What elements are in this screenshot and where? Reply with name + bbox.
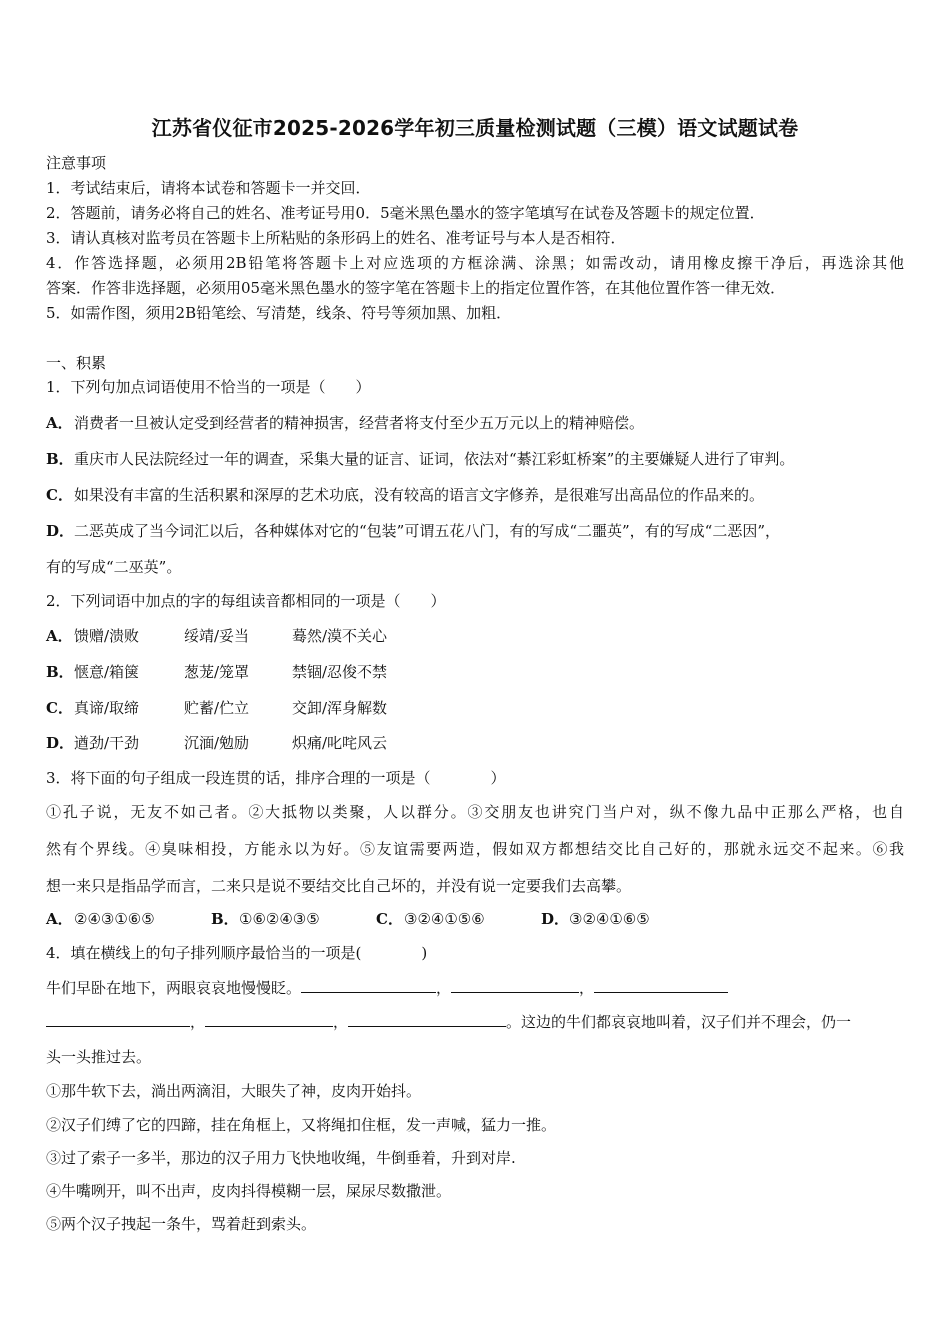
q3-option-b — [211, 908, 376, 929]
option-label: A． — [46, 910, 73, 928]
q4-item-1: ①那牛软下去，淌出两滴泪，大眼失了神，皮肉开始抖。 — [46, 1082, 422, 1100]
q3-option-a — [46, 908, 211, 929]
q4-line-3: 头一头推过去。 — [46, 1048, 152, 1066]
word-group: 贮蓄/伫立 — [184, 699, 250, 717]
word-group: 遒劲/干劲 — [74, 734, 140, 752]
q4-item-2: ②汉子们缚了它的四蹄，挂在角框上，又将绳扣住框，发一声喊，猛力一推。 — [46, 1116, 557, 1134]
option-label: C． — [46, 699, 73, 717]
word-group: 炽痛/叱咤风云 — [292, 734, 388, 752]
notice-item-3: 3．请认真核对监考员在答题卡上所粘贴的条形码上的姓名、准考证号与本人是否相符． — [46, 229, 626, 247]
word-group: 交卸/浑身解数 — [292, 699, 388, 717]
word-group: 禁锢/忍俊不禁 — [292, 663, 388, 681]
option-label: A． — [46, 627, 73, 645]
q1-option-a — [46, 412, 644, 433]
option-text: ③②④①⑥⑤ — [569, 910, 650, 928]
q1-option-c — [46, 484, 764, 505]
option-text: 如果没有丰富的生活积累和深厚的艺术功底，没有较高的语言文字修养，是很难写出高品位的作品来的。 — [74, 486, 765, 504]
option-label: A． — [46, 414, 73, 432]
q2-option-d — [46, 732, 387, 753]
answer-blank-3[interactable] — [594, 978, 728, 993]
q4-lead-text: 牛们早卧在地下，两眼哀哀地慢慢眨。 — [46, 979, 302, 997]
q3-passage-line-3: 想一来只是指品学而言，二来只是说不要结交比自己坏的，并没有说一定要我们去高攀。 — [46, 877, 632, 895]
notice-heading: 注意事项 — [46, 154, 107, 172]
comma: ， — [436, 979, 452, 997]
option-label: B． — [46, 450, 74, 468]
q4-line-2-tail: 。这边的牛们都哀哀地叫着，汉子们并不理会，仍一 — [506, 1013, 852, 1031]
q3-passage-line-2: 然有个界线。④臭味相投，方能永以为好。⑤友谊需要两造，假如双方都想结交比自己好的，那就永远交不起来。⑥我 — [46, 840, 904, 858]
notice-item-1: 1．考试结束后，请将本试卷和答题卡一并交回． — [46, 179, 371, 197]
q4-item-4: ④牛嘴咧开，叫不出声，皮肉抖得模糊一层，屎尿尽数撒泄。 — [46, 1182, 452, 1200]
option-label: B． — [211, 910, 239, 928]
section-heading: 一、积累 — [46, 354, 107, 372]
q2-option-c — [46, 697, 387, 718]
q4-stem: 4．填在横线上的句子排列顺序最恰当的一项是( ) — [46, 944, 428, 962]
option-text: 二恶英成了当今词汇以后，各种媒体对它的“包装”可谓五花八门，有的写成“二噩英”，有的写成“二恶因”， — [74, 522, 781, 540]
option-text: 消费者一旦被认定受到经营者的精神损害，经营者将支付至少五万元以上的精神赔偿。 — [74, 414, 645, 432]
option-text: ①⑥②④③⑤ — [239, 910, 320, 928]
word-group: 葱茏/笼罩 — [184, 663, 250, 681]
notice-item-2: 2．答题前，请务必将自己的姓名、准考证号用0．5毫米黑色墨水的签字笔填写在试卷及答题卡的规定位置． — [46, 204, 765, 222]
answer-blank-5[interactable] — [205, 1012, 333, 1027]
page-title: 江苏省仪征市2025-2026学年初三质量检测试题（三模）语文试题试卷 — [151, 116, 799, 140]
q1-stem: 1．下列句加点词语使用不恰当的一项是（ ） — [46, 378, 371, 396]
comma: ， — [579, 979, 595, 997]
option-label: C． — [376, 910, 403, 928]
q2-option-b — [46, 661, 387, 682]
q3-options — [46, 908, 650, 929]
notice-item-5: 5．如需作图，须用2B铅笔绘、写清楚，线条、符号等须加黑、加粗． — [46, 304, 512, 322]
comma: ， — [333, 1013, 349, 1031]
answer-blank-4[interactable] — [46, 1012, 190, 1027]
option-label: B． — [46, 663, 74, 681]
notice-item-4-cont: 答案．作答非选择题，必须用05毫米黑色墨水的签字笔在答题卡上的指定位置作答，在其他位置作答一律无效． — [46, 279, 786, 297]
q1-option-d — [46, 520, 780, 541]
q1-option-b — [46, 448, 794, 469]
word-group: 绥靖/妥当 — [184, 627, 250, 645]
q4-item-5: ⑤两个汉子拽起一条牛，骂着赶到索头。 — [46, 1215, 317, 1233]
notice-item-4: 4．作答选择题，必须用2B铅笔将答题卡上对应选项的方框涂满、涂黑；如需改动，请用橡皮擦干净后，再选涂其他 — [46, 254, 904, 272]
option-label: D． — [46, 734, 75, 752]
q4-item-3: ③过了索子一多半，那边的汉子用力飞快地收绳，牛倒垂着，升到对岸. — [46, 1149, 516, 1167]
option-label: D． — [46, 522, 75, 540]
option-text: 重庆市人民法院经过一年的调查，采集大量的证言、证词，依法对“綦江彩虹桥案”的主要嫌疑人进行了审判。 — [74, 450, 795, 468]
word-group: 蓦然/漠不关心 — [292, 627, 388, 645]
q4-line-1 — [46, 977, 728, 998]
q3-option-c — [376, 908, 541, 929]
option-text: ②④③①⑥⑤ — [74, 910, 155, 928]
q3-passage-line-1: ①孔子说，无友不如己者。②大抵物以类聚，人以群分。③交朋友也讲究门当户对，纵不像九品中正那么严格，也自 — [46, 803, 904, 821]
q3-option-d — [541, 908, 650, 929]
word-group: 真谛/取缔 — [74, 699, 140, 717]
q1-option-d-cont: 有的写成“二巫英”。 — [46, 558, 182, 576]
comma: ， — [190, 1013, 206, 1031]
q2-option-a — [46, 625, 387, 646]
q2-stem: 2．下列词语中加点的字的每组读音都相同的一项是（ ） — [46, 592, 446, 610]
word-group: 沉湎/勉励 — [184, 734, 250, 752]
q3-stem: 3．将下面的句子组成一段连贯的话，排序合理的一项是（ ） — [46, 769, 506, 787]
q4-line-2 — [46, 1011, 851, 1032]
option-label: D． — [541, 910, 570, 928]
answer-blank-6[interactable] — [348, 1012, 506, 1027]
answer-blank-2[interactable] — [451, 978, 579, 993]
option-text: ③②④①⑤⑥ — [404, 910, 485, 928]
word-group: 惬意/箱箧 — [74, 663, 140, 681]
word-group: 馈赠/溃败 — [74, 627, 140, 645]
option-label: C． — [46, 486, 73, 504]
answer-blank-1[interactable] — [301, 978, 436, 993]
